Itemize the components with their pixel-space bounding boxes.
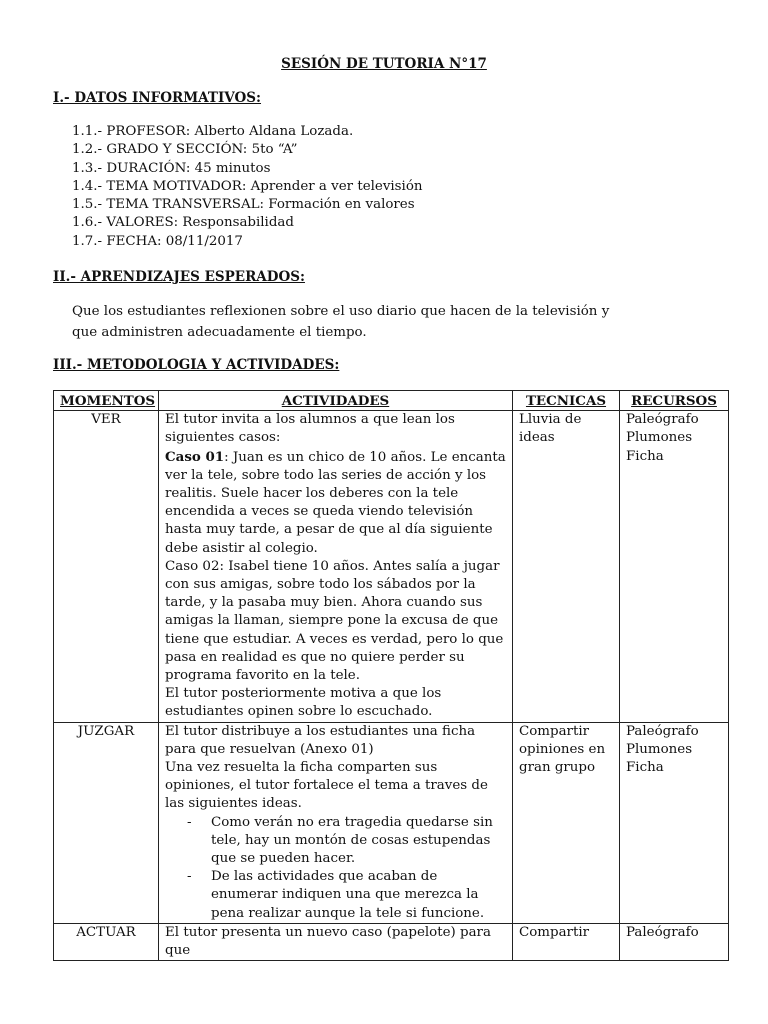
table-row-actuar: [54, 923, 729, 960]
actividad-text: Una vez resuelta la ficha comparten sus opiniones, el tutor fortalece el tema a traves de las siguientes ideas.: [165, 760, 488, 812]
info-item-valores: 1.6.- VALORES: Responsabilidad: [72, 215, 294, 231]
ideas-list: [165, 814, 506, 923]
momento-cell: ACTUAR: [54, 923, 159, 960]
tecnicas-cell: Compartir: [513, 923, 620, 960]
info-list: [72, 123, 423, 251]
actividades-cell: [159, 411, 513, 722]
recurso-item: Ficha: [626, 760, 664, 776]
actividades-cell: [159, 722, 513, 923]
info-item-tema-transversal: 1.5.- TEMA TRANSVERSAL: Formación en valores: [72, 197, 415, 213]
recurso-item: Plumones: [626, 741, 693, 757]
caso-1-body: : Juan es un chico de 10 años. Le encanta ver la tele, sobre todo las series de acción y los realitis. Suele hacer los deberes con la tele encendida a veces se queda viendo televisión hasta muy tarde, a pesar de que al día siguiente debe asistir al colegio.: [165, 449, 506, 556]
recursos-cell: [620, 722, 729, 923]
header-momentos: MOMENTOS: [54, 391, 159, 411]
caso-1-text: [165, 448, 506, 558]
caso-1-label: Caso 01: [165, 448, 225, 465]
info-item-profesor: 1.1.- PROFESOR: Alberto Aldana Lozada.: [72, 124, 354, 139]
list-item: [187, 814, 506, 869]
actividades-cell: El tutor presenta un nuevo caso (papelote) para que: [159, 923, 513, 960]
recursos-cell: Paleógrafo: [620, 923, 729, 960]
section-2-heading: II.- APRENDIZAJES ESPERADOS:: [53, 269, 305, 285]
table-header-row: [54, 391, 729, 411]
methodology-table: [53, 390, 729, 961]
table-row-ver: [54, 411, 729, 722]
momento-cell: VER: [54, 411, 159, 722]
momento-cell: JUZGAR: [54, 722, 159, 923]
recurso-item: Paleógrafo: [626, 723, 699, 739]
header-tecnicas: TECNICAS: [513, 391, 620, 411]
recurso-item: Plumones: [626, 430, 693, 446]
info-item-duracion: 1.3.- DURACIÓN: 45 minutos: [72, 160, 271, 176]
info-item-fecha: 1.7.- FECHA: 08/11/2017: [72, 233, 243, 249]
aprendizajes-paragraph: Que los estudiantes reflexionen sobre el uso diario que hacen de la televisión y que administren adecuadamente el tiempo.: [72, 304, 610, 340]
idea-text: Como verán no era tragedia quedarse sin tele, hay un montón de cosas estupendas que se pueden hacer.: [211, 814, 493, 867]
recurso-item: Ficha: [626, 448, 664, 464]
tecnicas-cell: Compartir opiniones en gran grupo: [513, 722, 620, 923]
header-recursos: RECURSOS: [620, 391, 729, 411]
caso-2-text: Caso 02: Isabel tiene 10 años. Antes salía a jugar con sus amigas, sobre todo los sábados por la tarde, y la pasaba muy bien. Ahora cuando sus amigas la llaman, siempre pone la excusa de que tiene que estudiar. A veces es verdad, pero lo que pasa en realidad es que no quiere perder su programa favorito en la tele.: [165, 558, 504, 684]
actividad-cierre: El tutor posteriormente motiva a que los estudiantes opinen sobre lo escuchado.: [165, 686, 442, 720]
list-item: [187, 868, 506, 923]
bullet-dash: -: [187, 869, 192, 885]
header-actividades: ACTIVIDADES: [159, 391, 513, 411]
idea-text: De las actividades que acaban de enumerar indiquen una que merezca la pena realizar aunque la tele si funcione.: [211, 869, 485, 921]
actividad-intro: El tutor distribuye a los estudiantes una ficha para que resuelvan (Anexo 01): [165, 723, 476, 757]
section-1-heading: I.- DATOS INFORMATIVOS:: [53, 90, 262, 106]
recursos-cell: [620, 411, 729, 722]
section-3-heading: III.- METODOLOGIA Y ACTIVIDADES:: [53, 357, 340, 373]
bullet-dash: -: [187, 814, 192, 830]
info-item-tema-motivador: 1.4.- TEMA MOTIVADOR: Aprender a ver televisión: [72, 178, 423, 194]
document-title: SESIÓN DE TUTORIA N°17: [281, 56, 487, 72]
tecnicas-cell: Lluvia de ideas: [513, 411, 620, 722]
info-item-grado: 1.2.- GRADO Y SECCIÓN: 5to “A”: [72, 142, 298, 158]
recurso-item: Paleógrafo: [626, 412, 699, 428]
actividad-intro: El tutor invita a los alumnos a que lean los siguientes casos:: [165, 412, 455, 446]
table-row-juzgar: [54, 722, 729, 923]
